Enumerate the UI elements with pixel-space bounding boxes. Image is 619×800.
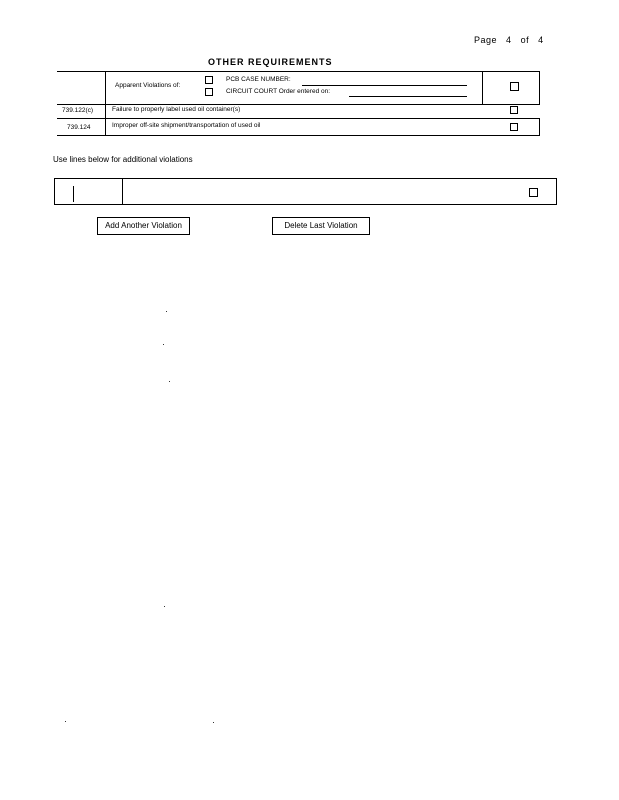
of-label: of	[520, 35, 530, 45]
scan-speck	[65, 721, 66, 722]
additional-violation-description-input[interactable]	[124, 180, 514, 202]
scan-speck	[163, 344, 164, 345]
violation-code: 739.124	[67, 124, 91, 131]
violation-description: Failure to properly label used oil container(s)	[112, 106, 241, 113]
case-number-checkbox[interactable]	[205, 76, 213, 84]
scan-speck	[213, 722, 214, 723]
case-number-field[interactable]	[302, 85, 467, 86]
violation-description: Improper off-site shipment/transportation of used oil	[112, 122, 261, 129]
page-total: 4	[538, 35, 544, 45]
circuit-court-date-field[interactable]	[349, 96, 467, 97]
violation-code: 739.122(c)	[62, 107, 94, 114]
violation-checkbox[interactable]	[510, 106, 518, 114]
scan-speck	[169, 381, 170, 382]
delete-violation-button[interactable]: Delete Last Violation	[272, 217, 370, 235]
page-current: 4	[506, 35, 512, 45]
circuit-court-label: CIRCUIT COURT Order entered on:	[226, 88, 331, 95]
scan-speck	[166, 311, 167, 312]
page-number	[474, 35, 550, 45]
scan-speck	[164, 606, 165, 607]
circuit-court-checkbox[interactable]	[205, 88, 213, 96]
header-row-checkbox[interactable]	[510, 82, 519, 91]
case-number-label: PCB CASE NUMBER:	[226, 76, 291, 83]
apparent-violations-label: Apparent Violations of:	[115, 82, 181, 89]
violation-checkbox[interactable]	[510, 123, 518, 131]
add-violation-button[interactable]: Add Another Violation	[97, 217, 190, 235]
page-label: Page	[474, 35, 498, 45]
section-title: OTHER REQUIREMENTS	[208, 57, 333, 67]
additional-violations-label: Use lines below for additional violations	[53, 155, 193, 164]
additional-violation-checkbox[interactable]	[529, 188, 538, 197]
